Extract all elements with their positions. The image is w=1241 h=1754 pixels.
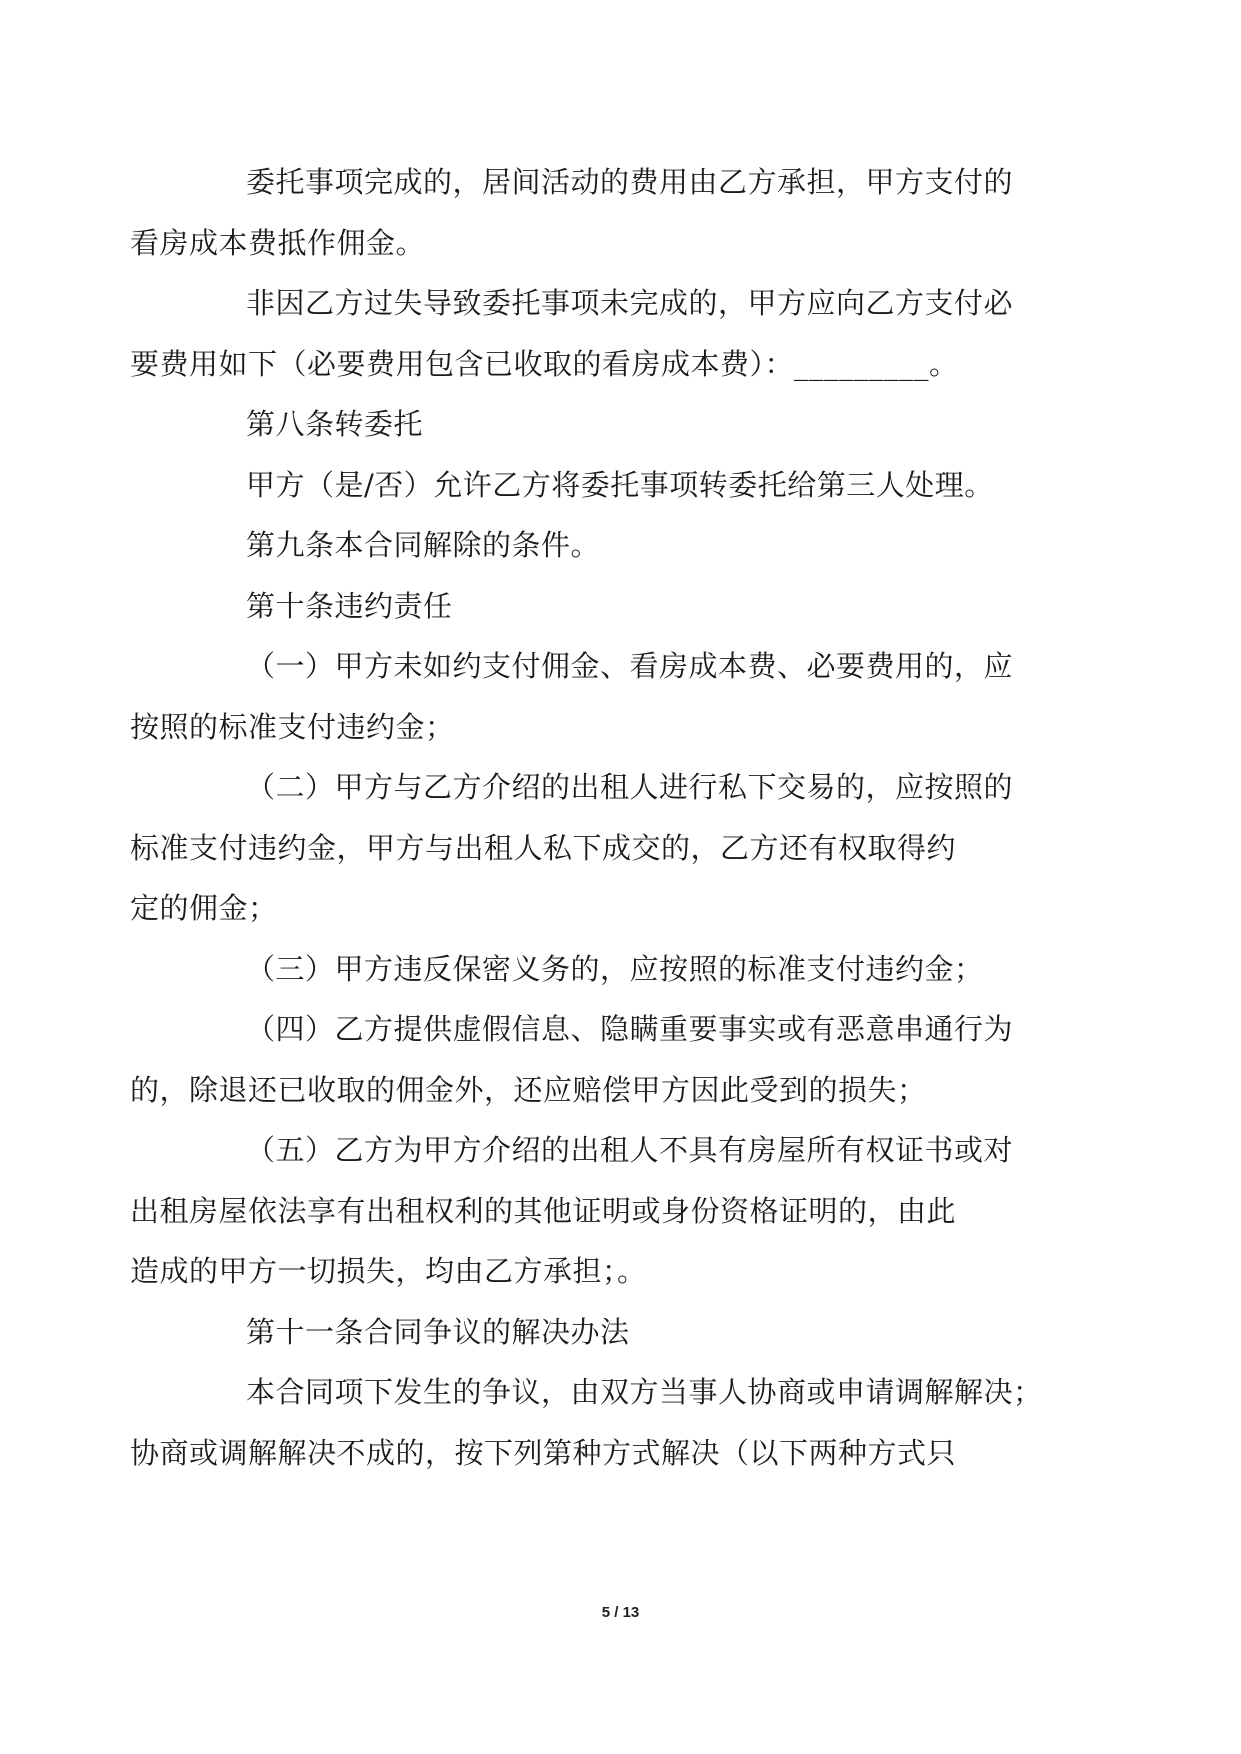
text-line: 要费用如下（必要费用包含已收取的看房成本费）：_________。 [130, 346, 959, 381]
document-body [130, 152, 1058, 1483]
text-line: 第十一条合同争议的解决办法 [246, 1314, 630, 1349]
text-line: 出租房屋依法享有出租权利的其他证明或身份资格证明的，由此 [130, 1193, 957, 1228]
text-line: 造成的甲方一切损失，均由乙方承担；。 [130, 1254, 647, 1288]
paragraph [130, 273, 1058, 394]
list-item [130, 999, 1058, 1120]
section-heading [188, 515, 1058, 576]
text-line: 的，除退还已收取的佣金外，还应赔偿甲方因此受到的损失； [130, 1072, 927, 1107]
text-line: 甲方（是/否）允许乙方将委托事项转委托给第三人处理。 [246, 467, 994, 502]
text-line: （三）甲方违反保密义务的，应按照的标准支付违约金； [246, 951, 984, 986]
list-item [130, 1120, 1058, 1302]
text-line: 协商或调解解决不成的，按下列第种方式解决（以下两种方式只 [130, 1435, 957, 1470]
text-line: 第十条违约责任 [246, 588, 453, 623]
text-line: 定的佣金； [130, 891, 278, 925]
section-heading [188, 394, 1058, 455]
text-line: （五）乙方为甲方介绍的出租人不具有房屋所有权证书或对 [246, 1133, 1014, 1167]
paragraph [188, 455, 1058, 516]
text-line: 委托事项完成的，居间活动的费用由乙方承担，甲方支付的 [246, 165, 1014, 199]
text-line: 标准支付违约金，甲方与出租人私下成交的，乙方还有权取得约 [130, 830, 957, 865]
section-heading [188, 576, 1058, 637]
text-line: 看房成本费抵作佣金。 [130, 225, 426, 260]
text-line: 非因乙方过失导致委托事项未完成的，甲方应向乙方支付必 [246, 286, 1014, 320]
list-item [130, 636, 1058, 757]
paragraph [130, 152, 1058, 273]
list-item [188, 939, 1058, 1000]
text-line: 第九条本合同解除的条件。 [246, 528, 601, 562]
text-line: （四）乙方提供虚假信息、隐瞒重要事实或有恶意串通行为 [246, 1012, 1014, 1046]
list-item [130, 757, 1058, 939]
page-number: 5 / 13 [601, 1604, 640, 1621]
text-line: （二）甲方与乙方介绍的出租人进行私下交易的，应按照的 [246, 770, 1014, 804]
paragraph [130, 1362, 1058, 1483]
text-line: （一）甲方未如约支付佣金、看房成本费、必要费用的，应 [246, 649, 1014, 683]
text-line: 本合同项下发生的争议，由双方当事人协商或申请调解解决； [246, 1375, 1043, 1409]
text-line: 按照的标准支付违约金； [130, 709, 455, 744]
section-heading [188, 1302, 1058, 1363]
text-line: 第八条转委托 [246, 407, 424, 441]
